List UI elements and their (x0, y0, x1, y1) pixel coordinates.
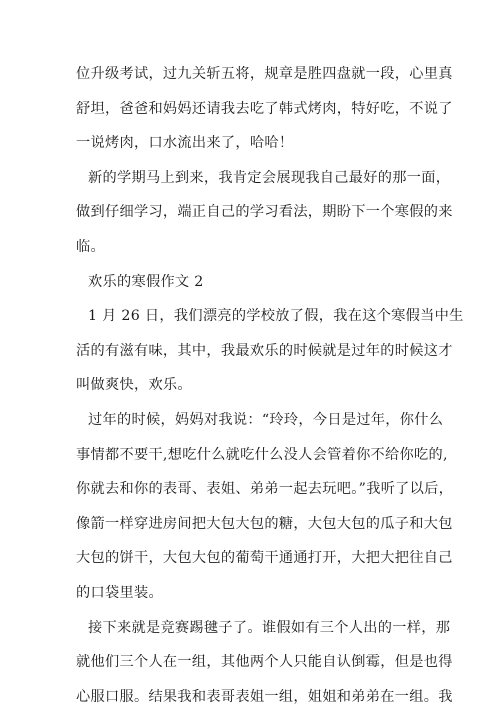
text-line: 的口袋里装。 (76, 584, 163, 601)
section-heading: 欢乐的寒假作文 2 (88, 273, 204, 290)
text-line: 叫做爽快，欢乐。 (76, 377, 192, 394)
text-line: 就他们三个人在一组，其他两个人只能自认倒霉，但是也得 (76, 654, 453, 671)
text-line: 位升级考试，过九关斩五将，规章是胜四盘就一段，心里真 (76, 66, 453, 82)
text-line: 临。 (76, 238, 105, 255)
paragraph-first-line: 新的学期马上到来，我肯定会展现我自己最好的那一面， (88, 169, 451, 186)
text-line: 你就去和你的表哥、表姐、弟弟一起去玩吧。”我听了以后， (76, 481, 454, 498)
text-line: 大包的饼干，大包大包的葡萄干通通打开，大把大把往自己 (76, 550, 453, 567)
text-line: 事情都不要干,想吃什么就吃什么没人会管着你不给你吃的, (76, 446, 448, 463)
text-line: 心服口服。结果我和表哥表姐一组，姐姐和弟弟在一组。我 (76, 688, 453, 705)
document-body (76, 57, 464, 714)
text-line: 像箭一样穿进房间把大包大包的糖，大包大包的瓜子和大包 (76, 515, 453, 532)
paragraph-first-line: 1 月 26 日，我们漂亮的学校放了假，我在这个寒假当中生 (88, 308, 464, 325)
text-line: 做到仔细学习，端正自己的学习看法，期盼下一个寒假的来 (76, 204, 453, 221)
paragraph-first-line: 接下来就是竞赛踢毽子了。谁假如有三个人出的一样，那 (88, 619, 451, 636)
paragraph-first-line: 过年的时候，妈妈对我说：“玲玲，今日是过年，你什么 (88, 411, 444, 428)
text-line: 活的有滋有味，其中，我最欢乐的时候就是过年的时候这才 (76, 342, 453, 359)
text-line: 舒坦，爸爸和妈妈还请我去吃了韩式烤肉，特好吃，不说了 (76, 100, 453, 117)
text-line: 一说烤肉，口水流出来了，哈哈！ (76, 135, 294, 152)
